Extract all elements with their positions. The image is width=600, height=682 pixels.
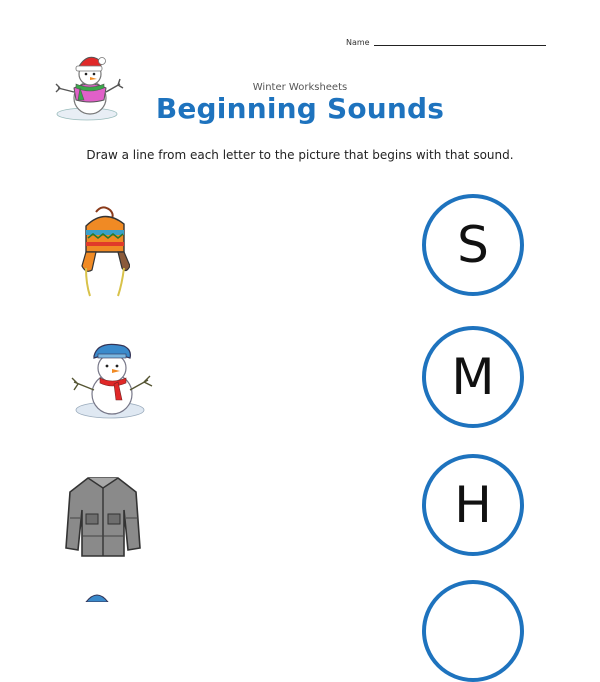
winter-hat-icon xyxy=(78,206,130,298)
letter-h: H xyxy=(454,476,492,534)
letter-s: S xyxy=(457,216,489,274)
page-title: Beginning Sounds xyxy=(155,92,445,125)
letter-circle-s[interactable] xyxy=(422,194,524,296)
name-field[interactable] xyxy=(346,38,546,47)
name-label: Name xyxy=(346,38,370,47)
instructions-text: Draw a line from each letter to the picture that begins with that sound. xyxy=(86,148,514,162)
worksheet-subtitle: Winter Worksheets xyxy=(252,82,348,93)
letter-circle-h[interactable] xyxy=(422,454,524,556)
letter-circle-partial[interactable] xyxy=(422,580,524,682)
winter-jacket-icon xyxy=(62,470,144,562)
letter-m: M xyxy=(451,348,495,406)
letter-circle-m[interactable] xyxy=(422,326,524,428)
snowman-icon xyxy=(68,338,154,420)
partial-picture-icon xyxy=(84,590,110,602)
name-input-line[interactable] xyxy=(374,45,546,46)
